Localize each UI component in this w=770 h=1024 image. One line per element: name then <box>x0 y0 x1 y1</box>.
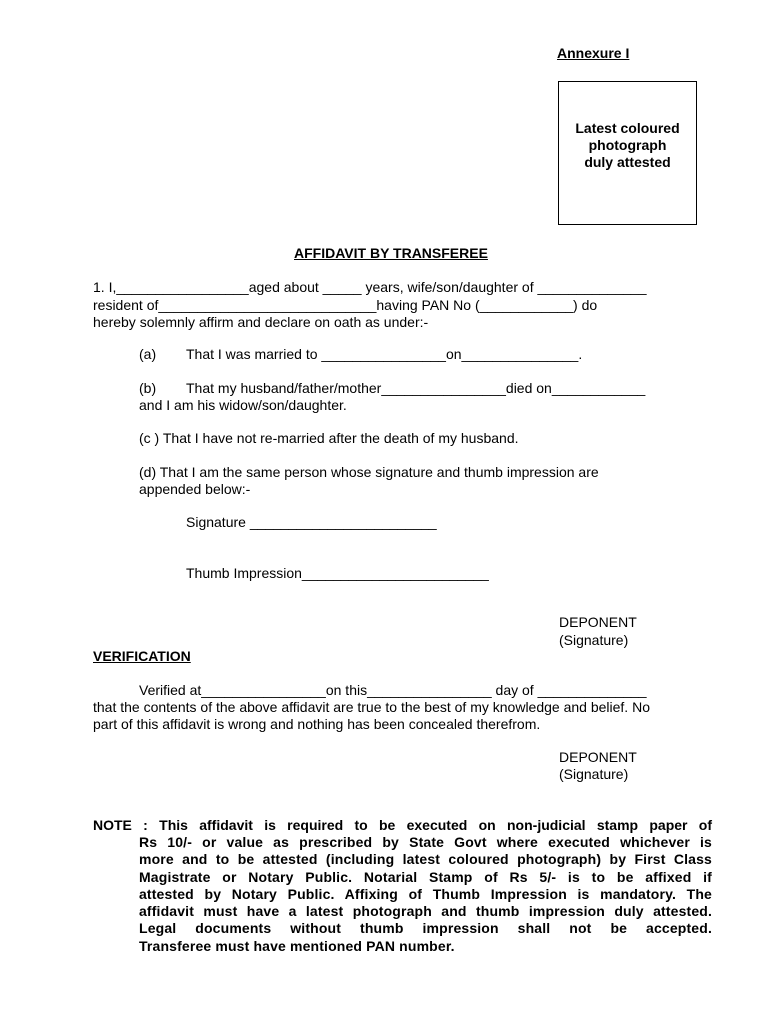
declarant-line-2: resident of____________________________having PAN No (____________) do <box>93 297 598 313</box>
note-first-line <box>93 817 712 834</box>
note-body <box>139 834 712 955</box>
annexure-label: Annexure I <box>557 45 630 61</box>
verification-line-1: Verified at________________on this________________ day of ______________ <box>139 682 647 698</box>
item-d-line-1: (d) That I am the same person whose signature and thumb impression are <box>139 464 599 480</box>
item-d-line-2: appended below:- <box>139 481 251 497</box>
item-b-line-2: and I am his widow/son/daughter. <box>139 397 347 413</box>
signature-field: Signature ________________________ <box>186 514 437 530</box>
note-line: attested by Notary Public. Affixing of Thumb Impression is mandatory. The <box>139 885 712 902</box>
thumb-impression-field: Thumb Impression________________________ <box>186 565 489 581</box>
photo-line: photograph <box>588 137 667 153</box>
document-title: AFFIDAVIT BY TRANSFEREE <box>294 245 488 261</box>
declarant-line-3: hereby solemnly affirm and declare on oath as under:- <box>93 314 429 330</box>
verification-line-3: part of this affidavit is wrong and nothing has been concealed therefrom. <box>93 716 541 732</box>
note-text: This affidavit is required to be executed on non-judicial stamp paper of <box>159 817 713 833</box>
item-a-marker: (a) <box>139 346 157 362</box>
deponent-title: DEPONENT <box>559 749 637 765</box>
photograph-instructions <box>559 120 696 171</box>
deponent-title: DEPONENT <box>559 614 637 630</box>
note-line: Transferee must have mentioned PAN number. <box>139 937 455 954</box>
declarant-line-1: 1. I,_________________aged about _____ years, wife/son/daughter of ______________ <box>93 279 647 295</box>
item-a-text: That I was married to ________________on_______________. <box>186 346 583 362</box>
deponent-signature-label: (Signature) <box>559 766 629 782</box>
verification-heading: VERIFICATION <box>93 648 191 664</box>
note-line: Rs 10/- or value as prescribed by State Govt where executed whichever is <box>139 834 712 850</box>
deponent-signature-label: (Signature) <box>559 632 629 648</box>
item-b-marker: (b) <box>139 380 157 396</box>
note-line: Legal documents without thumb impression shall not be accepted. <box>139 920 712 937</box>
note-line: Magistrate or Notary Public. Notarial Stamp of Rs 5/- is to be affixed if <box>139 868 712 885</box>
verification-line-2: that the contents of the above affidavit are true to the best of my knowledge and belief. No <box>93 699 650 715</box>
note-line: affidavit must have a latest photograph and thumb impression duly attested. <box>139 903 712 920</box>
photograph-box <box>558 81 697 225</box>
item-c-text: (c ) That I have not re-married after the death of my husband. <box>139 430 519 446</box>
photo-line: Latest coloured <box>575 120 680 136</box>
note-line: more and to be attested (including latest coloured photograph) by First Class <box>139 851 712 868</box>
photo-line: duly attested <box>584 154 671 170</box>
item-b-text: That my husband/father/mother________________died on____________ <box>186 380 646 396</box>
note-label: NOTE : <box>93 817 148 833</box>
